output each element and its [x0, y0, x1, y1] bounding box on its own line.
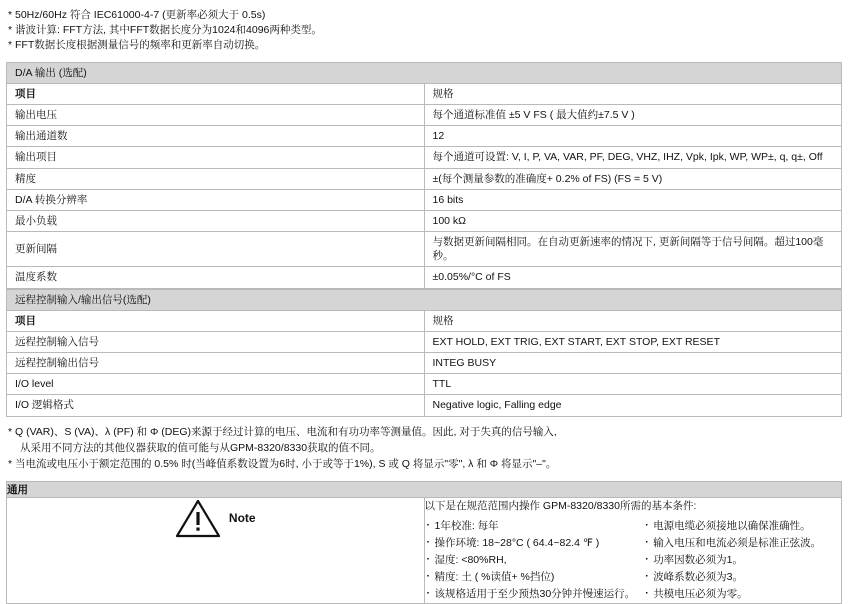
column-header-item: 项目: [7, 83, 425, 104]
table-row: [7, 232, 842, 267]
general-row: [7, 498, 842, 604]
row-label: 远程控制输入信号: [7, 331, 425, 352]
top-notes: [8, 8, 842, 54]
row-value: 12: [424, 126, 842, 147]
remote-control-table: [6, 289, 842, 417]
table-header-row: [7, 83, 842, 104]
table-row: [7, 353, 842, 374]
row-label: 更新间隔: [7, 232, 425, 267]
section-title: 通用: [7, 482, 842, 498]
list-item: · 湿度: <80%RH,: [425, 552, 636, 569]
row-label: I/O 逻辑格式: [7, 395, 425, 416]
conditions-left-column: [425, 518, 644, 603]
conditions-cell: [424, 498, 842, 604]
list-item: · 该规格适用于至少预热30分钟并慢速运行。: [425, 586, 636, 603]
table-row: [7, 189, 842, 210]
section-header-remote-control: [7, 289, 842, 310]
row-label: 输出通道数: [7, 126, 425, 147]
row-value: 每个通道标准值 ±5 V FS ( 最大值约±7.5 V ): [424, 105, 842, 126]
warning-triangle-icon: [175, 498, 221, 538]
row-value: ±(每个测量参数的准确度+ 0.2% of FS) (FS = 5 V): [424, 168, 842, 189]
row-value: Negative logic, Falling edge: [424, 395, 842, 416]
column-header-spec: 规格: [424, 83, 842, 104]
row-label: D/A 转换分辨率: [7, 189, 425, 210]
table-row: [7, 395, 842, 416]
row-value: TTL: [424, 374, 842, 395]
row-label: 输出电压: [7, 105, 425, 126]
row-value: 每个通道可设置: V, I, P, VA, VAR, PF, DEG, VHZ, IHZ, Vpk, Ipk, WP, WP±, q, q±, Off: [424, 147, 842, 168]
note-label: Note: [228, 511, 256, 526]
row-label: I/O level: [7, 374, 425, 395]
top-note-2: * 谐波计算: FFT方法, 其中FFT数据长度分为1024和4096两种类型。: [8, 24, 322, 37]
table-row: [7, 147, 842, 168]
row-label: 精度: [7, 168, 425, 189]
row-value: 与数据更新间隔相同。在自动更新速率的情况下, 更新间隔等于信号间隔。超过100毫秒。: [424, 232, 842, 267]
top-note-3: * FFT数据长度根据测量信号的频率和更新率自动切换。: [8, 39, 266, 52]
list-item: · 功率因数必须为1。: [643, 552, 833, 569]
table-row: [7, 210, 842, 231]
table-row: [7, 331, 842, 352]
section-title: D/A 输出 (选配): [7, 62, 842, 83]
footnote-1-cont: 从采用不同方法的其他仪器获取的值可能与从GPM-8320/8330获取的值不同。: [20, 441, 381, 454]
table-row: [7, 105, 842, 126]
table-row: [7, 267, 842, 288]
table-header-row: [7, 310, 842, 331]
list-item: · 共模电压必须为零。: [643, 586, 833, 603]
row-value: EXT HOLD, EXT TRIG, EXT START, EXT STOP, EXT RESET: [424, 331, 842, 352]
top-note-1: * 50Hz/60Hz 符合 IEC61000-4-7 (更新率必须大于 0.5s): [8, 9, 266, 21]
row-label: 温度系数: [7, 267, 425, 288]
list-item: · 输入电压和电流必须是标准正弦波。: [643, 535, 833, 552]
row-value: 100 kΩ: [424, 210, 842, 231]
column-header-item: 项目: [7, 310, 425, 331]
footnotes: [8, 424, 842, 473]
list-item: · 操作环境: 18~28°C ( 64.4~82.4 ℉ ): [425, 535, 636, 552]
list-item: · 1年校准: 每年: [425, 518, 636, 535]
table-row: [7, 168, 842, 189]
section-header-da-output: [7, 62, 842, 83]
footnote-1: * Q (VAR)、S (VA)、λ (PF) 和 Φ (DEG)来源于经过计算的电压、电流和有功功率等测量值。因此, 对于失真的信号输入,: [8, 425, 557, 438]
section-header-general: [7, 482, 842, 498]
list-item: · 波峰系数必须为3。: [643, 569, 833, 586]
table-row: [7, 374, 842, 395]
row-value: 16 bits: [424, 189, 842, 210]
note-cell: [7, 498, 425, 604]
column-header-spec: 规格: [424, 310, 842, 331]
section-title: 远程控制输入/输出信号(选配): [7, 289, 842, 310]
row-label: 输出项目: [7, 147, 425, 168]
list-item: · 精度: 土 ( %读值+ %挡位): [425, 569, 636, 586]
row-value: INTEG BUSY: [424, 353, 842, 374]
row-label: 最小负载: [7, 210, 425, 231]
table-row: [7, 126, 842, 147]
row-value: ±0.05%/°C of FS: [424, 267, 842, 288]
row-label: 远程控制输出信号: [7, 353, 425, 374]
conditions-right-column: [643, 518, 841, 603]
da-output-table: [6, 62, 842, 289]
general-table: [6, 481, 842, 604]
list-item: · 电源电缆必须接地以确保准确性。: [643, 518, 833, 535]
footnote-2: * 当电流或电压小于额定范围的 0.5% 时(当峰值系数设置为6时, 小于或等于1%), S 或 Q 将显示"零", λ 和 Φ 将显示"–"。: [8, 458, 557, 471]
conditions-title: 以下是在规范范围内操作 GPM-8320/8330所需的基本条件:: [424, 500, 697, 513]
